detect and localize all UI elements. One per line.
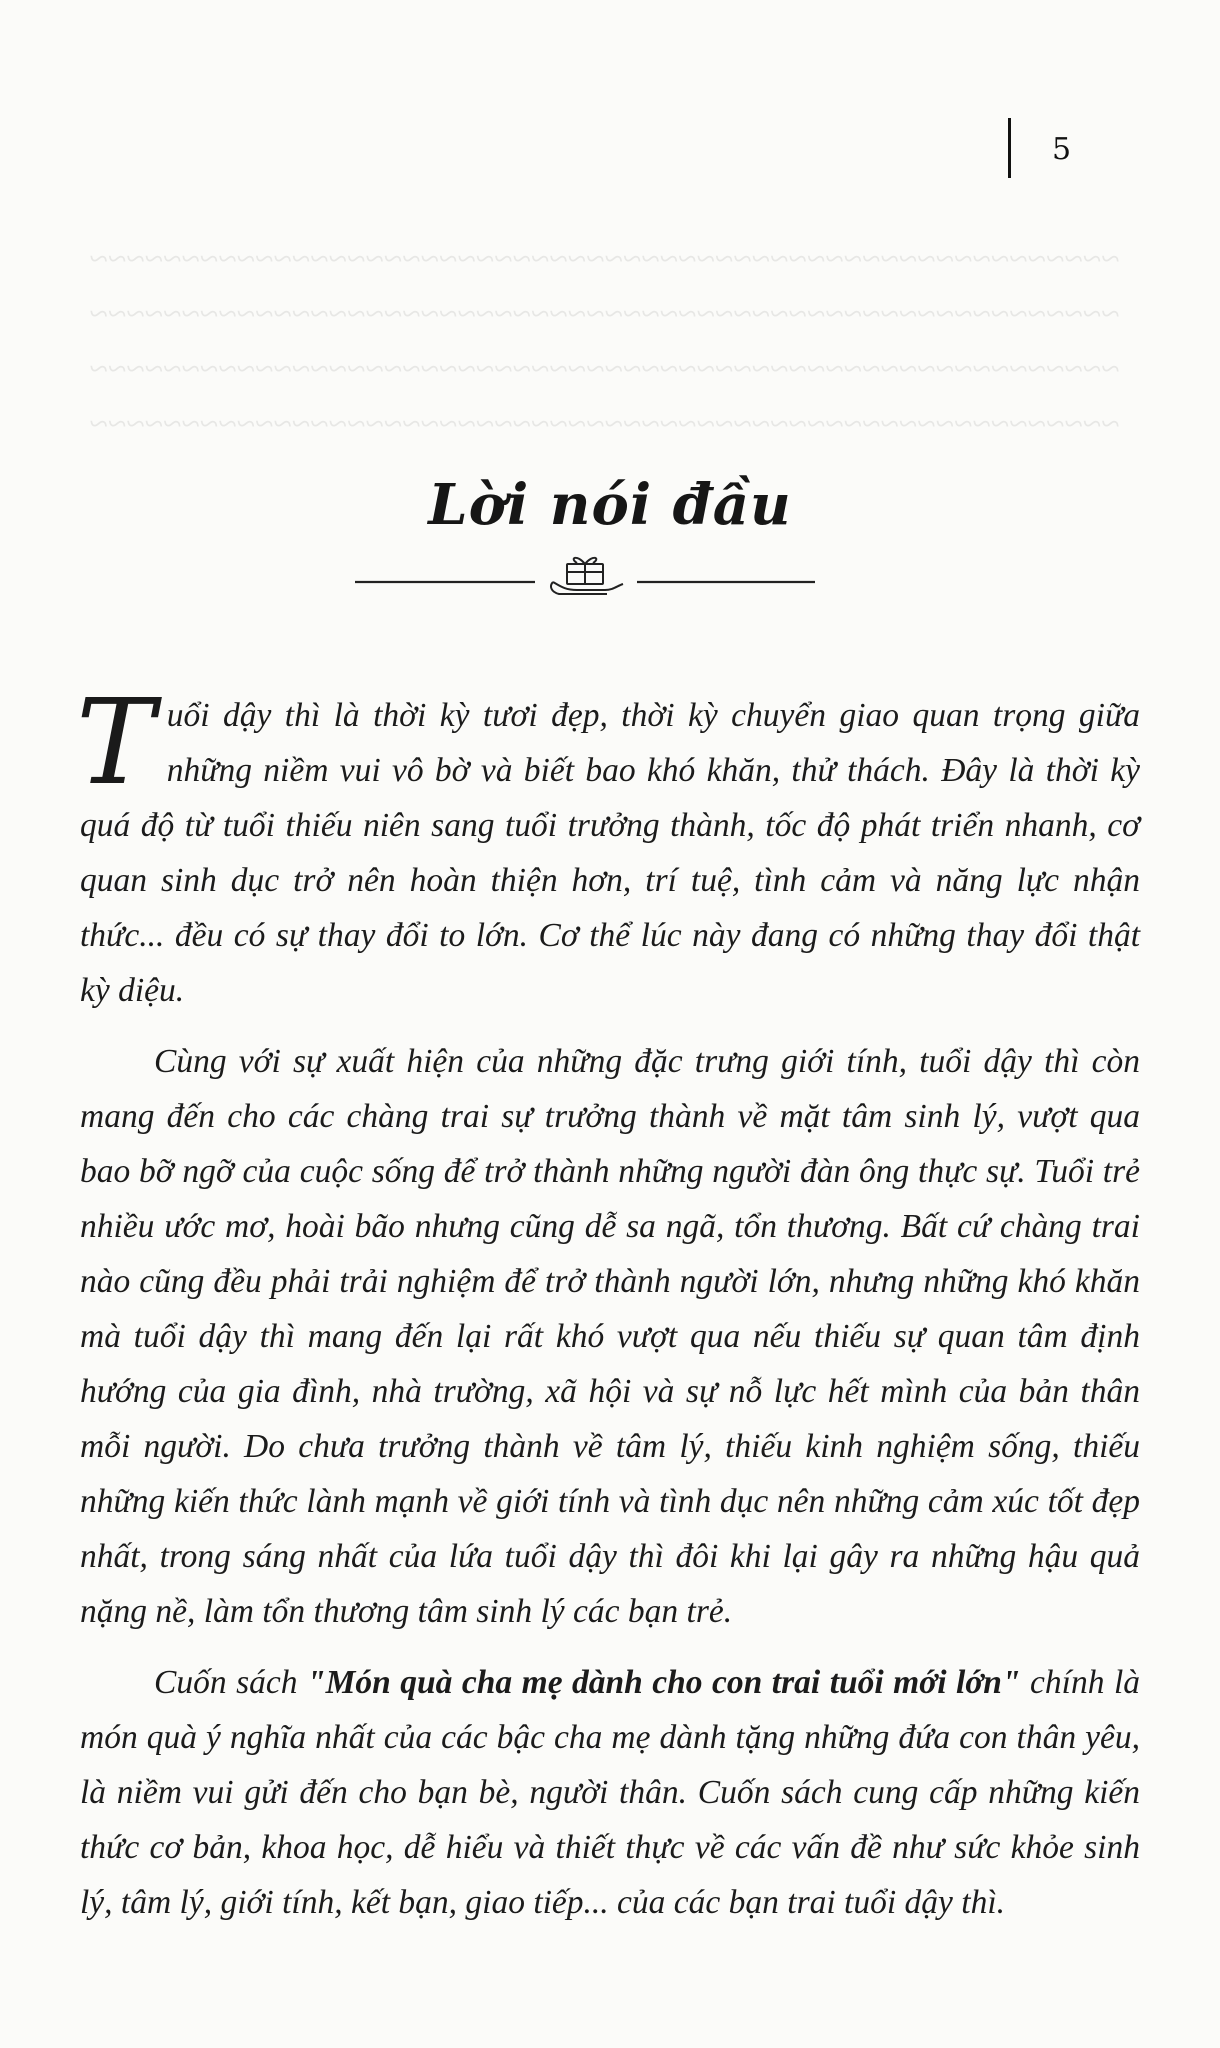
paragraph-1-text: uổi dậy thì là thời kỳ tươi đẹp, thời kỳ chuyển giao quan trọng giữa những niềm vui vô bờ và biết bao khó khăn, thử thách. Đây là thời kỳ quá độ từ tuổi thiếu niên sang tuổi trưởng thành, tốc độ phát triển nhanh, cơ quan sinh dục trở nên hoàn thiện hơn, trí tuệ, tình cảm và năng lực nhận thức... đều có sự thay đổi to lớn. Cơ thể lúc này đang có những thay đổi thật kỳ diệu. xyxy=(80,697,1140,1009)
preface-body xyxy=(76,673,1141,1946)
paragraph-2: Cùng với sự xuất hiện của những đặc trưng giới tính, tuổi dậy thì còn mang đến cho các chàng trai sự trưởng thành về mặt tâm sinh lý, vượt qua bao bỡ ngỡ của cuộc sống để trở thành những người đàn ông thực sự. Tuổi trẻ nhiều ước mơ, hoài bão nhưng cũng dễ sa ngã, tổn thương. Bất cứ chàng trai nào cũng đều phải trải nghiệm để trở thành người lớn, nhưng những khó khăn mà tuổi dậy thì mang đến lại rất khó vượt qua nếu thiếu sự quan tâm định hướng của gia đình, nhà trường, xã hội và sự nỗ lực hết mình của bản thân mỗi người. Do chưa trưởng thành về tâm lý, thiếu kinh nghiệm sống, thiếu những kiến thức lành mạnh về giới tính và tình dục nên những cảm xúc tốt đẹp nhất, trong sáng nhất của lứa tuổi dậy thì đôi khi lại gây ra những hậu quả nặng nề, làm tổn thương tâm sinh lý các bạn trẻ. xyxy=(80,1043,1140,1630)
title-ornament xyxy=(355,552,815,602)
bleed-through-text: ~~~~~~~~~~~~~~~~~~~~~~~~~~~~~~~~~~~~~~~~~~~~~~~~~~~~~~~~ ~~~~~~~~~~~~~~~~~~~~~~~~~~~~~~~~~~~~~~~~~~~~~~~~~~~~~~~~ ~~~~~~~~~~~~~~~~~~~~~~~~~~~~~~~~~~~~~~~~~~~~~~~~~~~~~~~~ ~~~~~~~~~~~~~~~~~~~~~~~~~~~~~~~~~~~~~~~~~~~~~~~~~~~~~~~~ xyxy=(89,241,1120,443)
gift-in-hand-icon xyxy=(551,558,623,594)
chapter-title: Lời nói đầu xyxy=(428,472,792,538)
header-rule xyxy=(1008,118,1011,178)
paragraph-3-lead: Cuốn sách xyxy=(154,1664,307,1701)
paragraph-1 xyxy=(76,673,1140,1018)
drop-cap: T xyxy=(76,673,155,811)
page-number: 5 xyxy=(1052,132,1072,167)
book-title: "Món quà cha mẹ dành cho con trai tuổi mới lớn" xyxy=(307,1664,1021,1701)
paragraph-3-text: chính là món quà ý nghĩa nhất của các bậc cha mẹ dành tặng những đứa con thân yêu, là niềm vui gửi đến cho bạn bè, người thân. Cuốn sách cung cấp những kiến thức cơ bản, khoa học, dễ hiểu và thiết thực về các vấn đề như sức khỏe sinh lý, tâm lý, giới tính, kết bạn, giao tiếp... của các bạn trai tuổi dậy thì. xyxy=(80,1664,1141,1921)
paragraph-3 xyxy=(80,1655,1140,1930)
